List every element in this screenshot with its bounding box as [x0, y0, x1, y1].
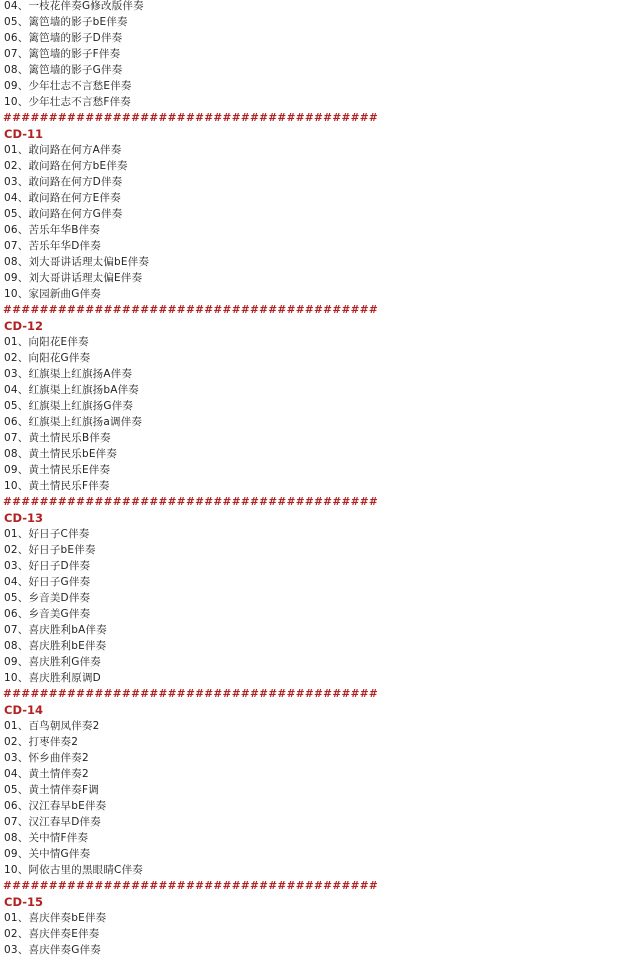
- lead-track-list: [0, 0, 620, 110]
- track-item: 09、关中情G伴奏: [4, 848, 91, 860]
- track-item: 08、黄土情民乐bE伴奏: [4, 448, 118, 460]
- section-divider: #########################################: [3, 112, 379, 124]
- track-item: 03、喜庆伴奏G伴奏: [4, 944, 101, 956]
- track-item: 02、喜庆伴奏E伴奏: [4, 928, 100, 940]
- track-item: 03、好日子D伴奏: [4, 560, 91, 572]
- track-item: 08、喜庆胜利bE伴奏: [4, 640, 107, 652]
- track-item: 05、篱笆墙的影子bE伴奏: [4, 16, 128, 28]
- cd-section: [0, 878, 620, 958]
- track-item: 05、红旗渠上红旗扬G伴奏: [4, 400, 134, 412]
- track-item: 04、好日子G伴奏: [4, 576, 91, 588]
- cd-section: [0, 302, 620, 494]
- cd-title: CD-13: [4, 511, 43, 525]
- track-item: 06、汉江春早bE伴奏: [4, 800, 107, 812]
- track-item: 06、苦乐年华B伴奏: [4, 224, 101, 236]
- track-item: 07、汉江春早D伴奏: [4, 816, 101, 828]
- track-item: 03、敢问路在何方D伴奏: [4, 176, 123, 188]
- track-item: 07、喜庆胜利bA伴奏: [4, 624, 107, 636]
- track-item: 08、关中情F伴奏: [4, 832, 89, 844]
- track-item: 10、家园新曲G伴奏: [4, 288, 101, 300]
- track-item: 02、好日子bE伴奏: [4, 544, 96, 556]
- track-item: 10、喜庆胜利原调D: [4, 672, 101, 684]
- track-item: 05、黄土情伴奏F调: [4, 784, 99, 796]
- track-item: 10、黄土情民乐F伴奏: [4, 480, 110, 492]
- track-item: 07、苦乐年华D伴奏: [4, 240, 101, 252]
- track-item: 04、一枝花伴奏G修改版伴奏: [4, 0, 144, 12]
- track-item: 03、红旗渠上红旗扬A伴奏: [4, 368, 133, 380]
- track-item: 07、篱笆墙的影子F伴奏: [4, 48, 121, 60]
- track-item: 04、敢问路在何方E伴奏: [4, 192, 121, 204]
- track-item: 01、敢问路在何方A伴奏: [4, 144, 122, 156]
- track-item: 09、少年壮志不言愁E伴奏: [4, 80, 132, 92]
- track-item: 02、向阳花G伴奏: [4, 352, 91, 364]
- cd-title: CD-15: [4, 895, 43, 909]
- cd-title: CD-12: [4, 319, 43, 333]
- track-item: 01、喜庆伴奏bE伴奏: [4, 912, 107, 924]
- track-item: 09、喜庆胜利G伴奏: [4, 656, 101, 668]
- section-divider: #########################################: [3, 880, 379, 892]
- cd-title: CD-14: [4, 703, 43, 717]
- track-item: 10、少年壮志不言愁F伴奏: [4, 96, 131, 108]
- track-item: 08、篱笆墙的影子G伴奏: [4, 64, 123, 76]
- section-divider: #########################################: [3, 496, 379, 508]
- track-item: 01、向阳花E伴奏: [4, 336, 89, 348]
- track-item: 06、乡音美G伴奏: [4, 608, 91, 620]
- track-item: 01、百鸟朝凤伴奏2: [4, 720, 100, 732]
- track-item: 06、红旗渠上红旗扬a调伴奏: [4, 416, 143, 428]
- track-item: 10、阿依古里的黑眼睛C伴奏: [4, 864, 143, 876]
- track-item: 09、黄土情民乐E伴奏: [4, 464, 111, 476]
- track-item: 02、敢问路在何方bE伴奏: [4, 160, 128, 172]
- track-item: 03、怀乡曲伴奏2: [4, 752, 89, 764]
- track-item: 02、打枣伴奏2: [4, 736, 79, 748]
- cd-section: [0, 110, 620, 302]
- cd-title: CD-11: [4, 127, 43, 141]
- track-item: 09、刘大哥讲话理太偏E伴奏: [4, 272, 143, 284]
- track-item: 06、篱笆墙的影子D伴奏: [4, 32, 123, 44]
- track-item: 01、好日子C伴奏: [4, 528, 90, 540]
- section-divider: #########################################: [3, 688, 379, 700]
- track-item: 04、黄土情伴奏2: [4, 768, 89, 780]
- track-item: 07、黄土情民乐B伴奏: [4, 432, 111, 444]
- track-item: 05、敢问路在何方G伴奏: [4, 208, 123, 220]
- track-item: 08、刘大哥讲话理太偏bE伴奏: [4, 256, 150, 268]
- cd-section: [0, 494, 620, 686]
- track-item: 04、红旗渠上红旗扬bA伴奏: [4, 384, 140, 396]
- section-divider: #########################################: [3, 304, 379, 316]
- cd-section: [0, 686, 620, 878]
- track-item: 05、乡音美D伴奏: [4, 592, 91, 604]
